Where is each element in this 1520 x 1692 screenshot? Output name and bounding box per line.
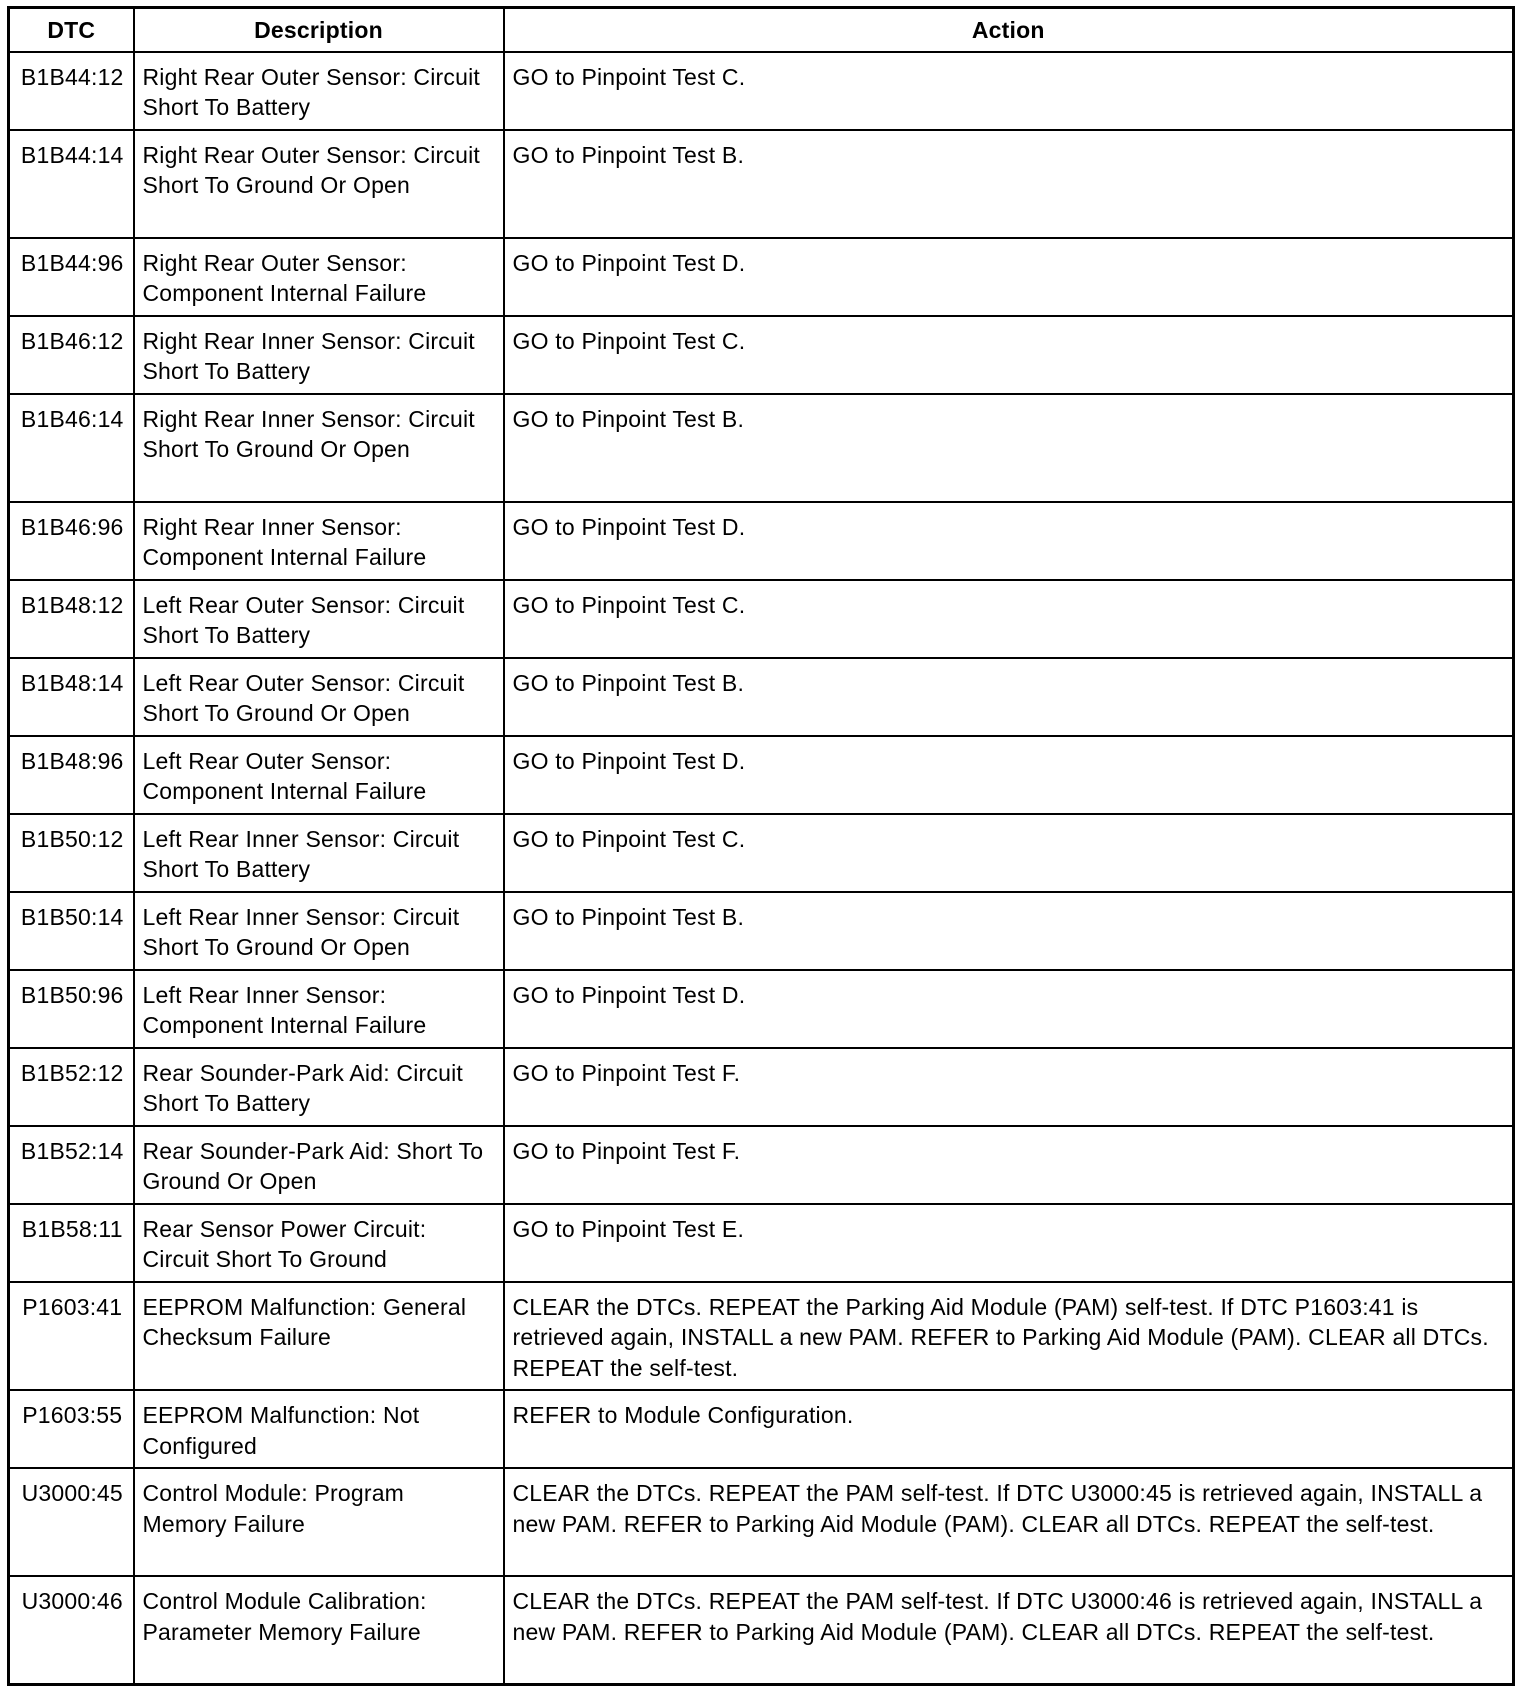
dtc-code: B1B52:14 — [9, 1126, 134, 1204]
dtc-action: GO to Pinpoint Test B. — [504, 394, 1514, 502]
dtc-code: B1B58:11 — [9, 1204, 134, 1282]
table-row — [9, 1282, 1514, 1391]
table-row — [9, 736, 1514, 814]
dtc-description: Control Module Calibration: Parameter Memory Failure — [134, 1576, 504, 1684]
table-row — [9, 1204, 1514, 1282]
dtc-action: GO to Pinpoint Test C. — [504, 52, 1514, 130]
header-action: Action — [504, 8, 1514, 52]
table-row — [9, 1468, 1514, 1576]
dtc-action: GO to Pinpoint Test C. — [504, 316, 1514, 394]
table-row — [9, 394, 1514, 502]
dtc-description: Control Module: Program Memory Failure — [134, 1468, 504, 1576]
table-row — [9, 1126, 1514, 1204]
dtc-description: Left Rear Outer Sensor: Circuit Short To Battery — [134, 580, 504, 658]
dtc-code: U3000:45 — [9, 1468, 134, 1576]
dtc-action: CLEAR the DTCs. REPEAT the PAM self-test. If DTC U3000:45 is retrieved again, INSTALL a new PAM. REFER to Parking Aid Module (PAM). CLEAR all DTCs. REPEAT the self-test. — [504, 1468, 1514, 1576]
table-row — [9, 970, 1514, 1048]
table-row — [9, 892, 1514, 970]
table-row — [9, 130, 1514, 238]
table-row — [9, 580, 1514, 658]
dtc-description: Right Rear Inner Sensor: Component Internal Failure — [134, 502, 504, 580]
dtc-code: B1B44:12 — [9, 52, 134, 130]
dtc-code: B1B50:12 — [9, 814, 134, 892]
table-row — [9, 814, 1514, 892]
dtc-code: B1B46:96 — [9, 502, 134, 580]
dtc-action: GO to Pinpoint Test B. — [504, 130, 1514, 238]
dtc-description: Rear Sounder-Park Aid: Circuit Short To Battery — [134, 1048, 504, 1126]
dtc-table — [7, 6, 1515, 1686]
dtc-description: EEPROM Malfunction: General Checksum Failure — [134, 1282, 504, 1391]
dtc-code: B1B52:12 — [9, 1048, 134, 1126]
dtc-description: Left Rear Inner Sensor: Circuit Short To Ground Or Open — [134, 892, 504, 970]
dtc-description: Right Rear Outer Sensor: Circuit Short To Ground Or Open — [134, 130, 504, 238]
dtc-action: GO to Pinpoint Test E. — [504, 1204, 1514, 1282]
dtc-description: Left Rear Outer Sensor: Circuit Short To Ground Or Open — [134, 658, 504, 736]
dtc-action: GO to Pinpoint Test D. — [504, 970, 1514, 1048]
table-row — [9, 1576, 1514, 1684]
dtc-description: Right Rear Inner Sensor: Circuit Short To Ground Or Open — [134, 394, 504, 502]
table-row — [9, 238, 1514, 316]
dtc-code: B1B48:12 — [9, 580, 134, 658]
header-dtc: DTC — [9, 8, 134, 52]
dtc-table-container — [7, 6, 1512, 1686]
dtc-action: GO to Pinpoint Test D. — [504, 238, 1514, 316]
dtc-code: B1B50:96 — [9, 970, 134, 1048]
table-row — [9, 658, 1514, 736]
table-row — [9, 502, 1514, 580]
dtc-code: B1B44:14 — [9, 130, 134, 238]
dtc-description: Right Rear Inner Sensor: Circuit Short To Battery — [134, 316, 504, 394]
dtc-description: Left Rear Inner Sensor: Component Internal Failure — [134, 970, 504, 1048]
dtc-description: Rear Sensor Power Circuit: Circuit Short To Ground — [134, 1204, 504, 1282]
dtc-action: REFER to Module Configuration. — [504, 1390, 1514, 1468]
dtc-action: GO to Pinpoint Test C. — [504, 580, 1514, 658]
table-row — [9, 316, 1514, 394]
dtc-code: P1603:41 — [9, 1282, 134, 1391]
dtc-code: U3000:46 — [9, 1576, 134, 1684]
dtc-action: CLEAR the DTCs. REPEAT the Parking Aid Module (PAM) self-test. If DTC P1603:41 is retrieved again, INSTALL a new PAM. REFER to Parking Aid Module (PAM). CLEAR all DTCs. REPEAT the self-test. — [504, 1282, 1514, 1391]
dtc-description: EEPROM Malfunction: Not Configured — [134, 1390, 504, 1468]
dtc-code: B1B44:96 — [9, 238, 134, 316]
dtc-code: B1B46:12 — [9, 316, 134, 394]
dtc-description: Left Rear Inner Sensor: Circuit Short To Battery — [134, 814, 504, 892]
table-row — [9, 1390, 1514, 1468]
dtc-code: B1B50:14 — [9, 892, 134, 970]
dtc-description: Left Rear Outer Sensor: Component Internal Failure — [134, 736, 504, 814]
header-description: Description — [134, 8, 504, 52]
dtc-code: B1B46:14 — [9, 394, 134, 502]
dtc-action: GO to Pinpoint Test F. — [504, 1048, 1514, 1126]
dtc-description: Rear Sounder-Park Aid: Short To Ground Or Open — [134, 1126, 504, 1204]
dtc-action: GO to Pinpoint Test B. — [504, 892, 1514, 970]
dtc-description: Right Rear Outer Sensor: Circuit Short To Battery — [134, 52, 504, 130]
dtc-code: P1603:55 — [9, 1390, 134, 1468]
table-header-row — [9, 8, 1514, 52]
dtc-action: GO to Pinpoint Test C. — [504, 814, 1514, 892]
table-row — [9, 1048, 1514, 1126]
dtc-action: GO to Pinpoint Test F. — [504, 1126, 1514, 1204]
dtc-action: GO to Pinpoint Test D. — [504, 736, 1514, 814]
dtc-description: Right Rear Outer Sensor: Component Internal Failure — [134, 238, 504, 316]
table-row — [9, 52, 1514, 130]
dtc-action: GO to Pinpoint Test D. — [504, 502, 1514, 580]
dtc-code: B1B48:14 — [9, 658, 134, 736]
dtc-action: GO to Pinpoint Test B. — [504, 658, 1514, 736]
dtc-code: B1B48:96 — [9, 736, 134, 814]
dtc-action: CLEAR the DTCs. REPEAT the PAM self-test. If DTC U3000:46 is retrieved again, INSTALL a new PAM. REFER to Parking Aid Module (PAM). CLEAR all DTCs. REPEAT the self-test. — [504, 1576, 1514, 1684]
